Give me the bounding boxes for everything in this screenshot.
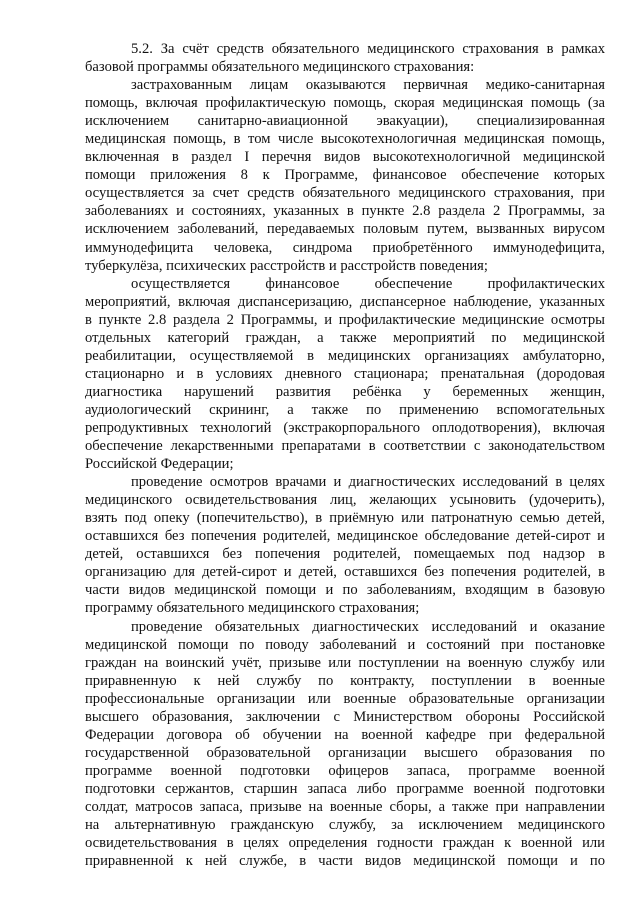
paragraph-4-line-7: части видов медицинской помощи и по заболеваниям, входящим в базовую	[85, 582, 605, 599]
paragraph-4-line-4: оставшихся без попечения родителей, медицинское обследование детей-сирот и	[85, 528, 605, 545]
paragraph-4-line-8: программу обязательного медицинского страхования;	[85, 600, 420, 617]
paragraph-4-line-6: организацию для детей-сирот и детей, оставшихся без попечения родителей, в	[85, 564, 605, 581]
paragraph-5-line-4: приравненную к ней службу по контракту, поступлении в военные	[85, 672, 605, 689]
paragraph-3-line-10: обеспечение лекарственными препаратами в соответствии с законодательством	[85, 438, 605, 455]
document-body	[85, 40, 605, 870]
paragraph-5-line-9: программе военной подготовки офицеров запаса, программе военной	[85, 762, 605, 779]
paragraph-5-line-5: профессиональные организации или военные образовательные организации	[85, 690, 605, 707]
paragraph-5-line-1: проведение обязательных диагностических исследований и оказание	[131, 618, 605, 635]
paragraph-4-line-5: детей, оставшихся без попечения родителей, помещаемых под надзор в	[85, 546, 605, 563]
paragraph-5-line-3: граждан на воинский учёт, призыве или поступлении на военную службу или	[85, 654, 605, 671]
paragraph-5-line-11: солдат, матросов запаса, призыве на военные сборы, а также при направлении	[85, 798, 605, 815]
paragraph-4-line-3: взять под опеку (попечительство), в приёмную или патронатную семью детей,	[85, 510, 605, 527]
paragraph-2-line-6: помощи приложения 8 к Программе, финансовое обеспечение которых	[85, 167, 605, 184]
paragraph-3-line-2: мероприятий, включая диспансеризацию, диспансерное наблюдение, указанных	[85, 293, 605, 310]
paragraph-3-line-8: аудиологический скрининг, а также по применению вспомогательных	[85, 401, 605, 418]
paragraph-2-line-7: осуществляется за счет средств обязательного медицинского страхования, при	[85, 185, 605, 202]
paragraph-3-line-11: Российской Федерации;	[85, 456, 234, 473]
paragraph-5-line-8: государственной образовательной организации высшего образования по	[85, 744, 605, 761]
paragraph-3-line-4: отдельных категорий граждан, а также мероприятий по медицинской	[85, 329, 605, 346]
paragraph-2-line-9: исключением заболеваний, передаваемых половым путем, вызванных вирусом	[85, 221, 605, 238]
paragraph-5-line-6: высшего образования, заключении с Министерством обороны Российской	[85, 708, 605, 725]
paragraph-2-line-1: застрахованным лицам оказываются первичная медико-санитарная	[131, 77, 605, 94]
paragraph-5-line-12: на альтернативную гражданскую службу, за исключением медицинского	[85, 817, 605, 834]
paragraph-4-line-2: медицинского освидетельствования лиц, желающих усыновить (удочерить),	[85, 492, 605, 509]
paragraph-2-line-10: иммунодефицита человека, синдрома приобретённого иммунодефицита,	[85, 239, 605, 256]
paragraph-1-line-1: 5.2. За счёт средств обязательного медицинского страхования в рамках	[131, 41, 605, 57]
paragraph-5-line-7: Федерации договора об обучении на военной кафедре при федеральной	[85, 726, 605, 743]
paragraph-5-line-10: подготовки сержантов, старшин запаса либо программе военной подготовки	[85, 780, 605, 797]
paragraph-3-line-5: реабилитации, осуществляемой в медицинских организациях амбулаторно,	[85, 347, 605, 364]
paragraph-2-line-3: исключением санитарно-авиационной эвакуации), специализированная	[85, 113, 605, 130]
paragraph-2-line-4: медицинская помощь, в том числе высокотехнологичная медицинская помощь,	[85, 131, 605, 148]
paragraph-3-line-7: диагностика нарушений развития ребёнка у беременных женщин,	[85, 383, 605, 400]
paragraph-4-line-1: проведение осмотров врачами и диагностических исследований в целях	[131, 474, 605, 491]
paragraph-2-line-2: помощь, включая профилактическую помощь, скорая медицинская помощь (за	[85, 95, 605, 112]
paragraph-3-line-9: репродуктивных технологий (экстракорпорального оплодотворения), включая	[85, 419, 605, 436]
paragraph-1-line-2: базовой программы обязательного медицинского страхования:	[85, 59, 475, 76]
paragraph-3-line-3: в пункте 2.8 раздела 2 Программы, и профилактические медицинские осмотры	[85, 311, 605, 328]
paragraph-3-line-6: стационарно и в условиях дневного стационара; пренатальная (дородовая	[85, 365, 605, 382]
paragraph-2-line-5: включенная в раздел I перечня видов высокотехнологичной медицинской	[85, 149, 605, 166]
paragraph-5-line-2: медицинской помощи по поводу заболеваний и состояний при постановке	[85, 636, 605, 653]
paragraph-5-line-14: приравненной к ней службе, в части видов медицинской помощи и по	[85, 853, 605, 870]
paragraph-5-line-13: освидетельствования в целях определения годности граждан к военной или	[85, 835, 605, 852]
paragraph-2-line-11: туберкулёза, психических расстройств и расстройств поведения;	[85, 257, 488, 274]
paragraph-3-line-1: осуществляется финансовое обеспечение профилактических	[131, 275, 605, 292]
paragraph-2-line-8: заболеваниях и состояниях, указанных в пункте 2.8 раздела 2 Программы, за	[85, 203, 605, 220]
